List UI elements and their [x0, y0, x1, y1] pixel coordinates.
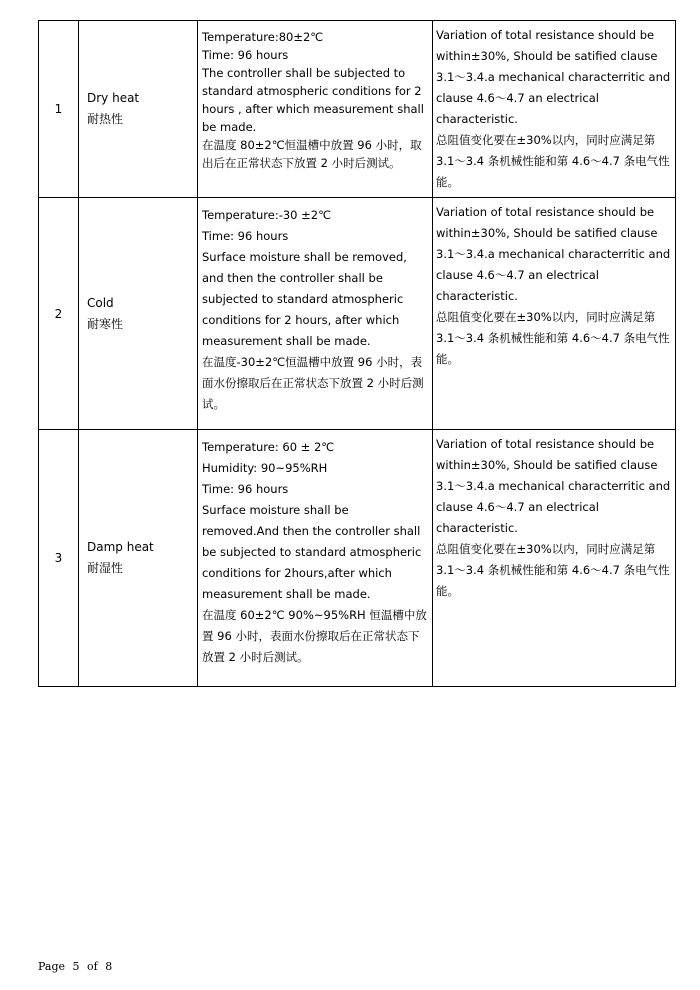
requirement-en: Variation of total resistance should be within±30%, Should be satified clause 3.1～3.4.a mechanical characterritic and clause 4.6～4.7 an electrical characteristic.: [436, 28, 671, 126]
test-condition: [198, 430, 433, 687]
requirement-en: Variation of total resistance should be within±30%, Should be satified clause 3.1～3.4.a mechanical characterritic and clause 4.6～4.7 an electrical characteristic.: [436, 205, 671, 303]
requirement-en: Variation of total resistance should be within±30%, Should be satified clause 3.1～3.4.a mechanical characterritic and clause 4.6～4.7 an electrical characteristic.: [436, 437, 671, 535]
condition-line: Humidity: 90~95%RH: [202, 461, 328, 475]
condition-line: Time: 96 hours: [202, 482, 289, 496]
page-footer: [38, 960, 116, 973]
condition-line: Surface moisture shall be removed, and then the controller shall be subjected to standard atmospheric conditions for 2 hours, after which measurement shall be made.: [202, 250, 407, 348]
requirement-cn: 总阻值变化要在±30%以内，同时应满足第 3.1～3.4 条机械性能和第 4.6～4.7 条电气性能。: [436, 133, 670, 189]
page-total: 8: [105, 960, 113, 973]
condition-line: Time: 96 hours: [202, 48, 289, 62]
test-requirement: [433, 21, 676, 198]
condition-line: 在温度 80±2℃恒温槽中放置 96 小时，取出后在正常状态下放置 2 小时后测试。: [202, 138, 422, 170]
test-item: [79, 21, 198, 198]
requirement-cn: 总阻值变化要在±30%以内，同时应满足第 3.1～3.4 条机械性能和第 4.6～4.7 条电气性能。: [436, 310, 670, 366]
environmental-test-table: [38, 20, 676, 687]
condition-line: Temperature: 60 ± 2℃: [202, 440, 335, 454]
table-row: [39, 21, 676, 198]
condition-line: Temperature:80±2℃: [202, 30, 324, 44]
page-of-label: of: [87, 960, 98, 973]
condition-line: The controller shall be subjected to standard atmospheric conditions for 2 hours , after which measurement shall be made.: [202, 66, 424, 134]
test-item-cn: 耐寒性: [87, 316, 124, 331]
table-row: [39, 198, 676, 430]
test-item: [79, 430, 198, 687]
test-condition: [198, 198, 433, 430]
row-number: 1: [39, 21, 79, 198]
condition-line: Time: 96 hours: [202, 229, 289, 243]
condition-line: Temperature:-30 ±2℃: [202, 208, 332, 222]
test-item-cn: 耐湿性: [87, 561, 124, 575]
test-item: [79, 198, 198, 430]
test-condition: [198, 21, 433, 198]
test-item-cn: 耐热性: [87, 112, 124, 126]
test-item-en: Cold: [87, 295, 114, 310]
test-requirement: [433, 198, 676, 430]
test-item-en: Damp heat: [87, 540, 154, 554]
page-label: Page: [38, 960, 66, 973]
page-current: 5: [72, 960, 80, 973]
test-requirement: [433, 430, 676, 687]
table-row: [39, 430, 676, 687]
condition-line: 在温度-30±2℃恒温槽中放置 96 小时，表面水份擦取后在正常状态下放置 2 小时后测试。: [202, 355, 424, 411]
requirement-cn: 总阻值变化要在±30%以内，同时应满足第 3.1～3.4 条机械性能和第 4.6～4.7 条电气性能。: [436, 542, 670, 598]
condition-line: Surface moisture shall be removed.And then the controller shall be subjected to standard atmospheric conditions for 2hours,after which measurement shall be made.: [202, 503, 422, 601]
row-number: 3: [39, 430, 79, 687]
condition-line: 在温度 60±2℃ 90%~95%RH 恒温槽中放置 96 小时，表面水份擦取后在正常状态下放置 2 小时后测试。: [202, 608, 427, 664]
test-item-en: Dry heat: [87, 91, 140, 105]
row-number: 2: [39, 198, 79, 430]
